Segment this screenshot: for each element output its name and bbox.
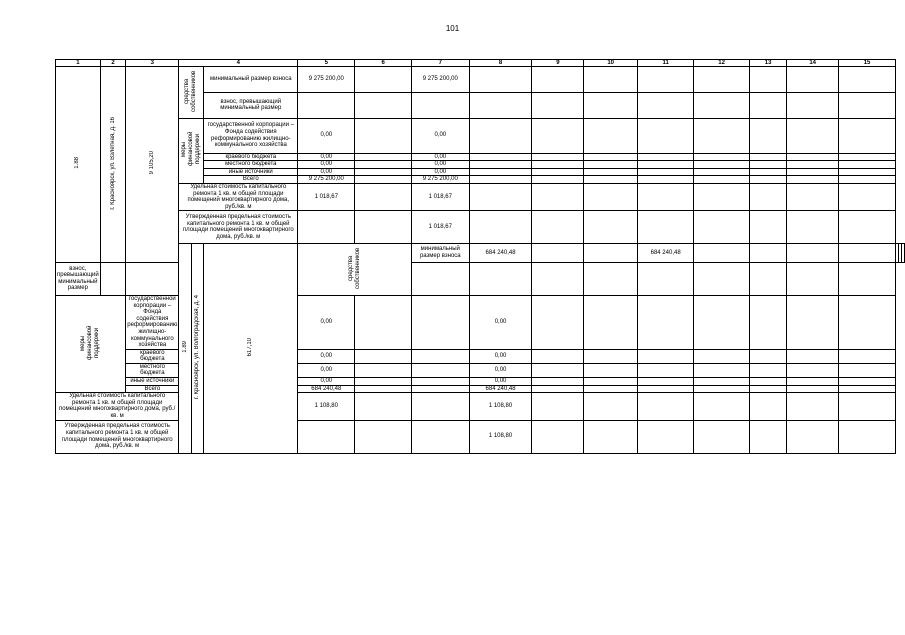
empty-cell xyxy=(694,176,750,184)
col7-value xyxy=(584,244,638,262)
address xyxy=(100,67,126,263)
col7-value: 1 018,67 xyxy=(411,211,469,244)
row-number xyxy=(56,67,101,263)
col6-value xyxy=(355,385,412,393)
owners-funds-label xyxy=(298,244,412,296)
approved-cost-label: Утвержденная предельная стоимость капитального ремонта 1 кв. м общей площади помещений многоквартирного дома, руб./кв. м xyxy=(179,211,298,244)
empty-cell xyxy=(532,211,584,244)
empty-cell xyxy=(584,363,638,377)
col5-value: 0,00 xyxy=(298,363,355,377)
col6-value xyxy=(355,363,412,377)
empty-cell xyxy=(787,349,839,363)
empty-cell xyxy=(532,67,584,93)
empty-cell xyxy=(749,420,786,453)
col5-value: 684 240,48 xyxy=(469,244,532,262)
col5-value: 1 108,80 xyxy=(298,393,355,420)
empty-cell xyxy=(839,118,896,153)
col6-value xyxy=(355,378,412,386)
empty-cell xyxy=(694,153,750,161)
owners-funds-label-text: средства собственников xyxy=(347,247,361,289)
empty-cell xyxy=(787,118,839,153)
table-row xyxy=(56,183,905,210)
col6-value xyxy=(355,183,412,210)
col8-value: 684 240,48 xyxy=(469,385,532,393)
empty-cell xyxy=(584,118,638,153)
empty-cell xyxy=(694,168,750,176)
col6-value xyxy=(355,420,412,453)
empty-cell xyxy=(694,349,750,363)
column-header-3: 3 xyxy=(126,60,179,67)
empty-cell xyxy=(787,161,839,169)
fund-label: государственной корпорации – Фонда содействия реформированию жилищно-коммунального хозяйства xyxy=(204,118,298,153)
col7-value: 9 275 200,00 xyxy=(411,176,469,184)
empty-cell xyxy=(638,378,694,386)
col6-value xyxy=(355,211,412,244)
empty-cell xyxy=(638,295,694,349)
area xyxy=(204,244,298,453)
empty-cell xyxy=(584,183,638,210)
empty-cell xyxy=(787,378,839,386)
empty-cell xyxy=(749,176,786,184)
empty-cell xyxy=(532,176,584,184)
column-header-7: 7 xyxy=(411,60,469,67)
col5-value xyxy=(298,211,355,244)
table-row xyxy=(56,67,905,93)
min-contribution-label: минимальный размер взноса xyxy=(204,67,298,93)
col8-value: 684 240,48 xyxy=(638,244,694,262)
row-number-text: 1.88 xyxy=(74,157,81,169)
col8-value: 0,00 xyxy=(469,295,532,349)
address xyxy=(192,244,204,453)
column-header-9: 9 xyxy=(532,60,584,67)
col8-value xyxy=(469,161,532,169)
area xyxy=(126,67,179,263)
empty-cell xyxy=(839,295,896,349)
empty-cell xyxy=(787,295,839,349)
capital-repair-table xyxy=(55,59,905,454)
col7-value: 1 018,67 xyxy=(411,183,469,210)
col8-value: 0,00 xyxy=(469,349,532,363)
row-number xyxy=(179,244,192,453)
col7-value xyxy=(411,385,469,393)
col6-value xyxy=(355,118,412,153)
empty-cell xyxy=(532,118,584,153)
column-header-13: 13 xyxy=(749,60,786,67)
address-text: г. Красноярск, ул. Волгоградская, д. 4 xyxy=(194,295,201,400)
empty-cell xyxy=(638,262,694,295)
col5-value: 0,00 xyxy=(298,161,355,169)
col5-value: 684 240,48 xyxy=(298,385,355,393)
empty-cell xyxy=(694,385,750,393)
column-header-1: 1 xyxy=(56,60,101,67)
empty-cell xyxy=(749,244,786,262)
column-header-14: 14 xyxy=(787,60,839,67)
empty-cell xyxy=(839,393,896,420)
empty-cell xyxy=(584,393,638,420)
col7-value: 0,00 xyxy=(411,153,469,161)
empty-cell xyxy=(787,420,839,453)
empty-cell xyxy=(638,92,694,118)
empty-cell xyxy=(638,161,694,169)
col8-value xyxy=(469,176,532,184)
col7-value xyxy=(411,349,469,363)
empty-cell xyxy=(749,183,786,210)
financial-support-label xyxy=(179,118,204,183)
empty-cell xyxy=(839,161,896,169)
empty-cell xyxy=(638,393,694,420)
empty-cell xyxy=(839,420,896,453)
col8-value xyxy=(469,118,532,153)
empty-cell xyxy=(532,385,584,393)
empty-cell xyxy=(532,420,584,453)
col5-value xyxy=(298,420,355,453)
empty-cell xyxy=(694,393,750,420)
column-header-10: 10 xyxy=(584,60,638,67)
empty-cell xyxy=(749,161,786,169)
approved-cost-label: Утвержденная предельная стоимость капитального ремонта 1 кв. м общей площади помещений многоквартирного дома, руб./кв. м xyxy=(56,420,179,453)
empty-cell xyxy=(749,153,786,161)
empty-cell xyxy=(638,153,694,161)
empty-cell xyxy=(749,363,786,377)
empty-cell xyxy=(839,378,896,386)
area-text: 9 105,20 xyxy=(148,151,155,175)
col7-value xyxy=(411,378,469,386)
empty-cell xyxy=(694,378,750,386)
other-sources-label: иные источники xyxy=(204,168,298,176)
empty-cell xyxy=(638,168,694,176)
col5-value: 0,00 xyxy=(298,295,355,349)
table-row xyxy=(56,244,905,262)
empty-cell xyxy=(787,92,839,118)
col8-value xyxy=(469,211,532,244)
empty-cell xyxy=(584,420,638,453)
empty-cell xyxy=(100,262,126,295)
col6-value xyxy=(355,176,412,184)
empty-cell xyxy=(902,244,905,262)
column-header-11: 11 xyxy=(638,60,694,67)
owners-funds-label xyxy=(179,67,204,119)
local-budget-label: местного бюджета xyxy=(126,363,179,377)
col5-value: 0,00 xyxy=(298,118,355,153)
empty-cell xyxy=(787,385,839,393)
empty-cell xyxy=(298,92,355,118)
empty-cell xyxy=(694,67,750,93)
empty-cell xyxy=(749,211,786,244)
empty-cell xyxy=(694,161,750,169)
owners-funds-label-text: средства собственников xyxy=(184,70,198,112)
empty-cell xyxy=(839,363,896,377)
col5-value: 9 275 200,00 xyxy=(298,176,355,184)
empty-cell xyxy=(584,168,638,176)
empty-cell xyxy=(694,211,750,244)
empty-cell xyxy=(638,349,694,363)
empty-cell xyxy=(694,183,750,210)
empty-cell xyxy=(638,211,694,244)
empty-cell xyxy=(694,295,750,349)
empty-cell xyxy=(638,176,694,184)
empty-cell xyxy=(749,118,786,153)
empty-cell xyxy=(787,176,839,184)
col7-value: 0,00 xyxy=(411,168,469,176)
area-text: 617,10 xyxy=(247,338,254,357)
empty-cell xyxy=(839,183,896,210)
empty-cell xyxy=(355,92,412,118)
empty-cell xyxy=(787,67,839,93)
col8-value xyxy=(469,168,532,176)
empty-cell xyxy=(469,92,532,118)
empty-cell xyxy=(787,363,839,377)
col5-value: 9 275 200,00 xyxy=(298,67,355,93)
col7-value: 9 275 200,00 xyxy=(411,67,469,93)
empty-cell xyxy=(787,153,839,161)
empty-cell xyxy=(532,168,584,176)
empty-cell xyxy=(839,168,896,176)
empty-cell xyxy=(749,168,786,176)
col6-value xyxy=(355,393,412,420)
col8-value xyxy=(469,183,532,210)
empty-cell xyxy=(839,385,896,393)
empty-cell xyxy=(532,363,584,377)
empty-cell xyxy=(787,211,839,244)
empty-cell xyxy=(749,393,786,420)
empty-cell xyxy=(638,118,694,153)
empty-cell xyxy=(749,67,786,93)
empty-cell xyxy=(638,183,694,210)
table-row xyxy=(56,118,905,153)
row-number-text: 1.89 xyxy=(181,341,188,354)
empty-cell xyxy=(694,244,750,262)
empty-cell xyxy=(638,363,694,377)
empty-cell xyxy=(749,262,786,295)
empty-cell xyxy=(749,378,786,386)
empty-cell xyxy=(584,153,638,161)
empty-cell xyxy=(584,176,638,184)
empty-cell xyxy=(787,244,839,262)
other-sources-label: иные источники xyxy=(126,378,179,386)
empty-cell xyxy=(694,92,750,118)
total-label: Всего xyxy=(204,176,298,184)
col6-value xyxy=(355,153,412,161)
col6-value xyxy=(355,295,412,349)
empty-cell xyxy=(787,262,839,295)
col5-value: 0,00 xyxy=(298,349,355,363)
empty-cell xyxy=(532,349,584,363)
column-header-6: 6 xyxy=(355,60,412,67)
financial-support-label-text: меры финансовой поддержки xyxy=(80,325,101,361)
empty-cell xyxy=(532,378,584,386)
col7-value xyxy=(411,363,469,377)
empty-cell xyxy=(749,295,786,349)
col7-value: 0,00 xyxy=(411,118,469,153)
col7-value xyxy=(411,393,469,420)
empty-cell xyxy=(839,244,896,262)
empty-cell xyxy=(584,211,638,244)
empty-cell xyxy=(787,393,839,420)
empty-cell xyxy=(532,161,584,169)
col6-value xyxy=(355,168,412,176)
table-row xyxy=(56,60,905,67)
total-label: Всего xyxy=(126,385,179,393)
empty-cell xyxy=(584,385,638,393)
col6-value xyxy=(355,161,412,169)
excess-contribution-label: взнос, превышающий минимальный размер xyxy=(56,262,101,295)
empty-cell xyxy=(584,67,638,93)
excess-contribution-label: взнос, превышающий минимальный размер xyxy=(204,92,298,118)
col6-value xyxy=(532,244,584,262)
table-row xyxy=(56,211,905,244)
empty-cell xyxy=(749,349,786,363)
empty-cell xyxy=(126,262,179,295)
empty-cell xyxy=(638,420,694,453)
empty-cell xyxy=(839,176,896,184)
col5-value: 1 018,67 xyxy=(298,183,355,210)
col6-value xyxy=(355,67,412,93)
column-header-2: 2 xyxy=(100,60,126,67)
empty-cell xyxy=(749,385,786,393)
unit-cost-label: Удельная стоимость капитального ремонта 1 кв. м общей площади помещений многоквартирного дома, руб./кв. м xyxy=(56,393,179,420)
empty-cell xyxy=(584,295,638,349)
col5-value: 0,00 xyxy=(298,378,355,386)
fund-label: государственной корпорации – Фонда содействия реформированию жилищно-коммунального хозяйства xyxy=(127,295,178,349)
page-number: 101 xyxy=(445,24,460,33)
empty-cell xyxy=(532,295,584,349)
empty-cell xyxy=(694,118,750,153)
col7-value xyxy=(411,420,469,453)
empty-cell xyxy=(532,262,584,295)
empty-cell xyxy=(839,67,896,93)
column-header-5: 5 xyxy=(298,60,355,67)
empty-cell xyxy=(787,183,839,210)
empty-cell xyxy=(584,378,638,386)
empty-cell xyxy=(532,92,584,118)
local-budget-label: местного бюджета xyxy=(204,161,298,169)
unit-cost-label: Удельная стоимость капитального ремонта 1 кв. м общей площади помещений многоквартирного дома, руб./кв. м xyxy=(179,183,298,210)
empty-cell xyxy=(839,153,896,161)
empty-cell xyxy=(411,262,469,295)
regional-budget-label: краевого бюджета xyxy=(204,153,298,161)
col6-value xyxy=(355,349,412,363)
empty-cell xyxy=(469,262,532,295)
col7-value xyxy=(411,295,469,349)
col8-value xyxy=(469,67,532,93)
financial-support-label-text: меры финансовой поддержки xyxy=(180,132,201,167)
column-header-4: 4 xyxy=(179,60,298,67)
empty-cell xyxy=(532,393,584,420)
min-contribution-label: минимальный размер взноса xyxy=(411,244,469,262)
col8-value: 0,00 xyxy=(469,363,532,377)
empty-cell xyxy=(694,420,750,453)
col7-value: 0,00 xyxy=(411,161,469,169)
column-header-12: 12 xyxy=(694,60,750,67)
empty-cell xyxy=(411,92,469,118)
empty-cell xyxy=(584,161,638,169)
address-text: г. Красноярск, ул. Взлетная, д. 16 xyxy=(109,116,116,210)
col8-value: 0,00 xyxy=(469,378,532,386)
empty-cell xyxy=(839,92,896,118)
col5-value: 0,00 xyxy=(298,168,355,176)
col8-value: 1 108,80 xyxy=(469,420,532,453)
empty-cell xyxy=(694,262,750,295)
column-header-15: 15 xyxy=(839,60,896,67)
col8-value xyxy=(469,153,532,161)
regional-budget-label: краевого бюджета xyxy=(126,349,179,363)
empty-cell xyxy=(584,92,638,118)
empty-cell xyxy=(839,262,896,295)
empty-cell xyxy=(839,211,896,244)
column-header-8: 8 xyxy=(469,60,532,67)
empty-cell xyxy=(584,262,638,295)
col8-value: 1 108,80 xyxy=(469,393,532,420)
empty-cell xyxy=(694,363,750,377)
empty-cell xyxy=(532,153,584,161)
empty-cell xyxy=(584,349,638,363)
financial-support-label xyxy=(56,295,126,392)
empty-cell xyxy=(638,67,694,93)
empty-cell xyxy=(638,385,694,393)
col5-value: 0,00 xyxy=(298,153,355,161)
empty-cell xyxy=(787,168,839,176)
empty-cell xyxy=(532,183,584,210)
empty-cell xyxy=(839,349,896,363)
empty-cell xyxy=(749,92,786,118)
